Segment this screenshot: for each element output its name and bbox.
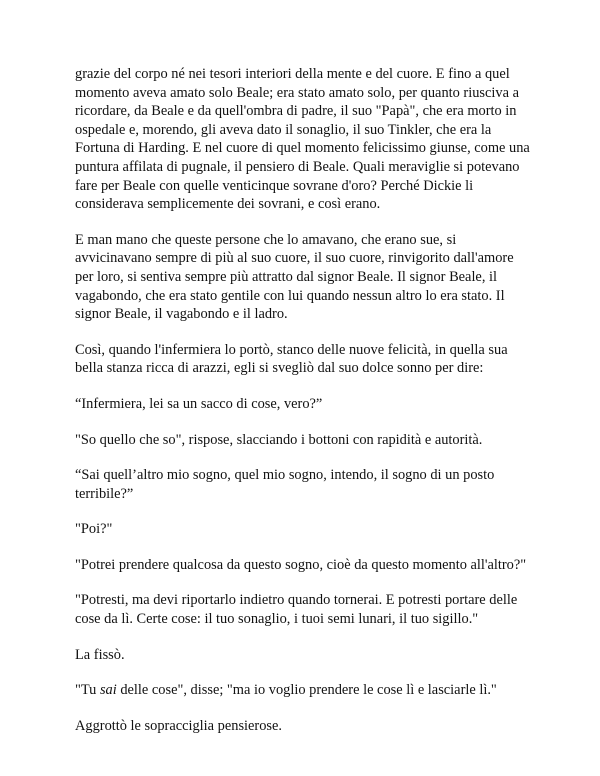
paragraph-11-before: "Tu xyxy=(75,682,100,699)
paragraph-1: grazie del corpo né nei tesori interiori della mente e del cuore. E fino a quel momento aveva amato solo Beale; era stato amato solo, per quanto riusciva a ricordare, da Beale e da quell'ombra di padre, il suo "Papà", che era morto in ospedale e, morendo, gli aveva dato il sonaglio, il suo Tinkler, che era la Fortuna di Harding. E nel cuore di quel momento felicissimo giunse, come una puntura affilata di pugnale, il pensiero di Beale. Quali meraviglie si potevano fare per Beale con quelle venticinque sovrane d'oro? Perché Dickie li considerava semplicemente dei sovrani, e così erano. xyxy=(75,66,530,213)
document-page xyxy=(75,65,535,752)
paragraph-8: "Potrei prendere qualcosa da questo sogno, cioè da questo momento all'altro?" xyxy=(75,556,527,573)
paragraph-4: “Infermiera, lei sa un sacco di cose, vero?” xyxy=(75,395,323,412)
paragraph-10: La fissò. xyxy=(75,646,125,663)
paragraph-12: Aggrottò le sopracciglia pensierose. xyxy=(75,717,282,734)
paragraph-2: E man mano che queste persone che lo amavano, che erano sue, si avvicinavano sempre di più al suo cuore, il suo cuore, rinvigorito dall'amore per loro, si sentiva sempre più attratto dal signor Beale. Il signor Beale, il vagabondo, che era stato gentile con lui quando nessun altro lo era stato. Il signor Beale, il vagabondo e il ladro. xyxy=(75,231,514,323)
paragraph-11 xyxy=(75,681,535,700)
paragraph-3: Così, quando l'infermiera lo portò, stanco delle nuove felicità, in quella sua bella stanza ricca di arazzi, egli si svegliò dal suo dolce sonno per dire: xyxy=(75,341,508,377)
paragraph-6: “Sai quell’altro mio sogno, quel mio sogno, intendo, il sogno di un posto terribile?” xyxy=(75,467,495,502)
paragraph-11-emphasis: sai xyxy=(99,682,117,699)
paragraph-11-after: delle cose", disse; "ma io voglio prendere le cose lì e lasciarle lì." xyxy=(116,682,497,699)
paragraph-9: "Potresti, ma devi riportarlo indietro quando tornerai. E potresti portare delle cose da lì. Certe cose: il tuo sonaglio, i tuoi semi lunari, il tuo sigillo." xyxy=(75,592,518,628)
paragraph-5: "So quello che so", rispose, slacciando i bottoni con rapidità e autorità. xyxy=(75,431,483,448)
paragraph-7: "Poi?" xyxy=(75,521,113,538)
